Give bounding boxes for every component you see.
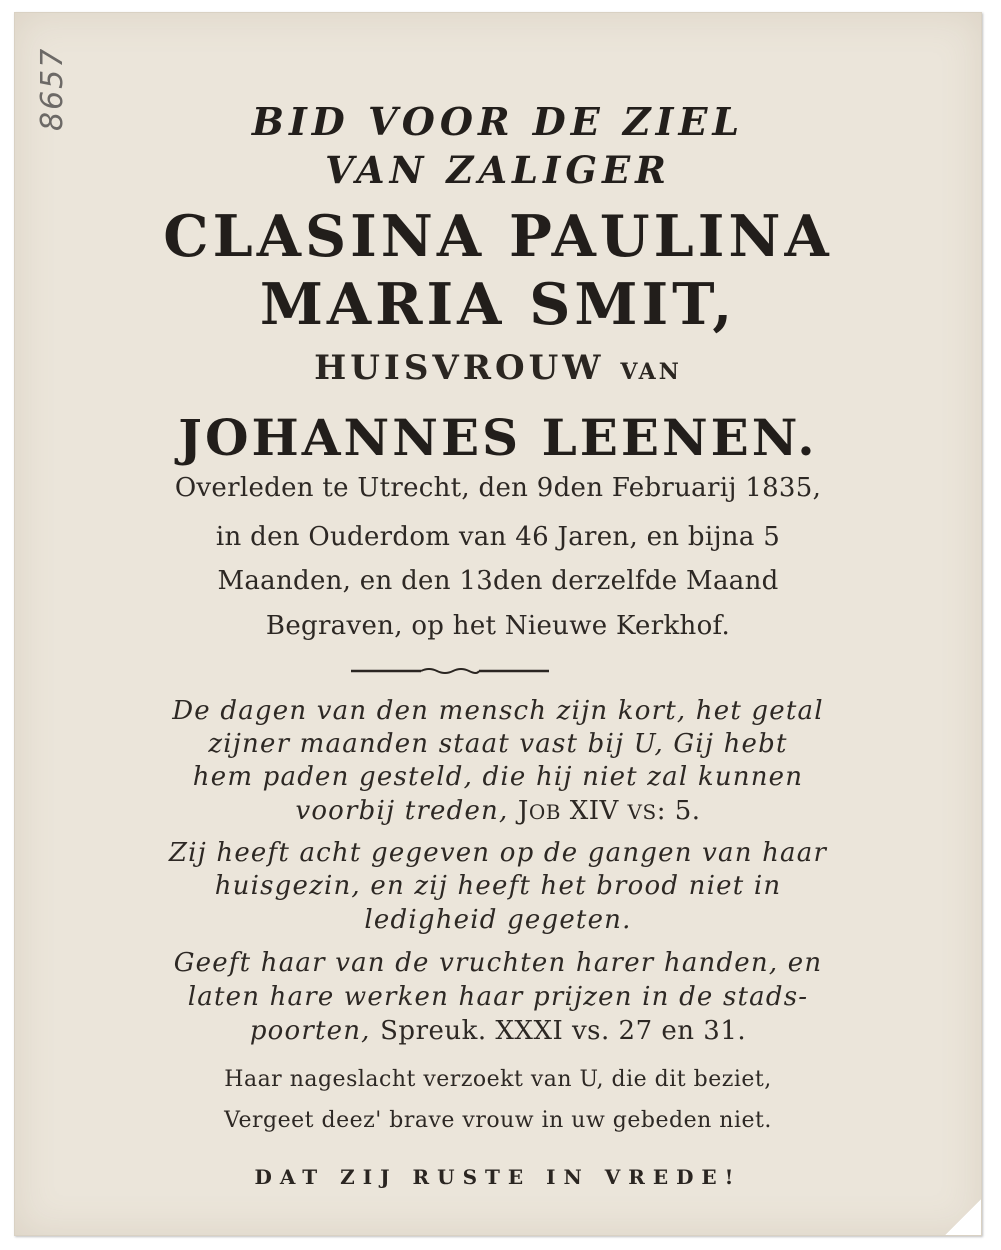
closing-prayer: DAT ZIJ RUSTE IN VREDE! [254,1165,742,1189]
deceased-name-line-2: MARIA SMIT, [259,271,737,338]
verse3-line-2: laten hare werken haar prijzen in de stads- [187,982,809,1012]
ref-vs: VS [627,800,657,824]
ref-book-initial: J [517,796,529,826]
verse3-line-1: Geeft haar van de vruchten harer handen, en [173,948,823,978]
ref-chapter: XIV [569,796,619,826]
relation-small: VAN [620,359,682,385]
memorial-card [14,12,982,1236]
verse2-line-1: Zij heeft acht gegeven op de gangen van haar [168,838,828,868]
ref-book-rest: OB [528,800,561,824]
header-line-1: BID VOOR DE ZIEL [251,99,745,144]
ornamental-divider [351,667,549,675]
poem-line-1: Haar nageslacht verzoekt van U, die dit beziet, [224,1067,772,1092]
verse3-line-3 [15,1016,981,1046]
details-line-4: Begraven, op het Nieuwe Kerkhof. [265,611,731,641]
relation-line [15,348,981,388]
details-line-1: Overleden te Utrecht, den 9den Februarij 1835, [174,473,822,503]
verse1-line-1: De dagen van den mensch zijn kort, het getal [172,696,824,726]
verse1-reference [518,796,701,826]
verse1-line-4 [15,796,981,826]
deceased-name-line-1: CLASINA PAULINA [163,203,833,270]
verse2-line-2: huisgezin, en zij heeft het brood niet in [214,871,782,901]
details-line-3: Maanden, en den 13den derzelfde Maand [217,566,779,596]
pencil-inventory-number: 8657 [35,46,70,131]
relation-word: HUISVROUW [314,348,605,388]
verse1-line-4-text: voorbij treden, [295,796,509,826]
verse3-line-3-text: poorten, [249,1016,371,1046]
header-line-2: VAN ZALIGER [325,148,671,192]
husband-name: JOHANNES LEENEN. [178,408,818,467]
poem-line-2: Vergeet deez' brave vrouw in uw gebeden niet. [224,1108,772,1133]
verse1-line-3: hem paden gesteld, die hij niet zal kunnen [192,762,804,792]
torn-corner [945,1199,981,1235]
verse2-line-3: ledigheid gegeten. [364,905,632,935]
verse1-line-2: zijner maanden staat vast bij U, Gij hebt [208,729,788,759]
ref-verse-number: : 5. [656,796,701,826]
details-line-2: in den Ouderdom van 46 Jaren, en bijna 5 [215,522,781,552]
verse3-reference: Spreuk. XXXI vs. 27 en 31. [380,1016,747,1046]
